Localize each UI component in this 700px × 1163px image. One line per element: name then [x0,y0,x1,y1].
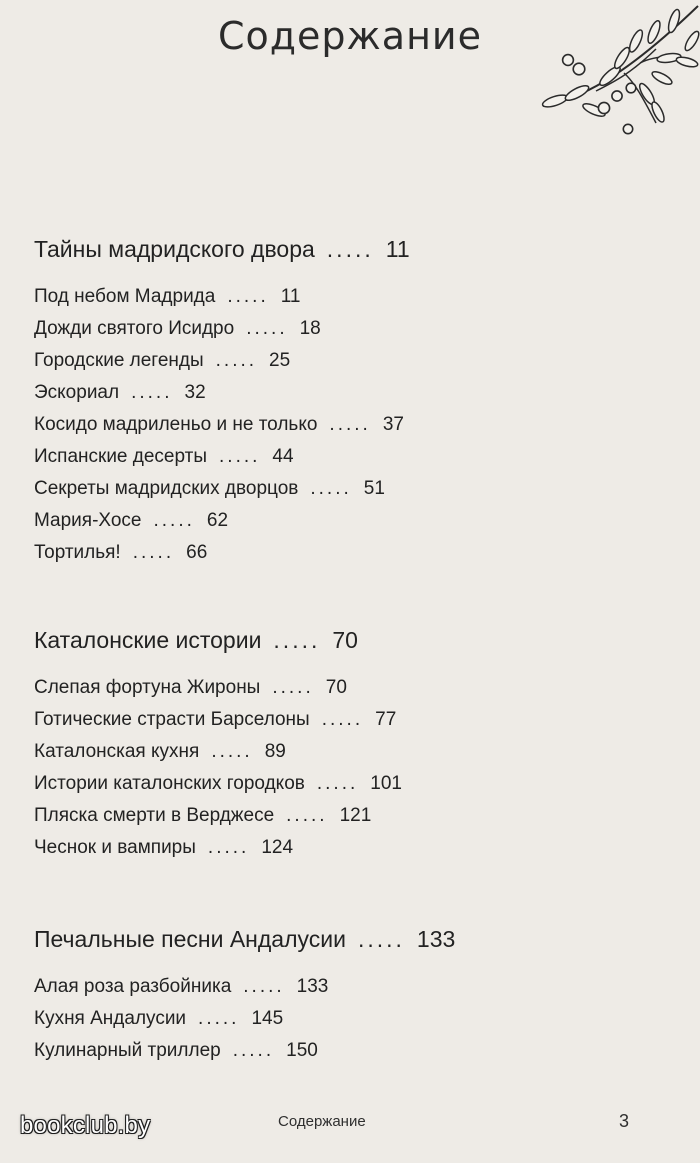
entry-page: 25 [269,350,291,371]
toc-entry [34,736,654,768]
toc-entry [34,505,654,537]
page-title: Содержание [218,14,482,58]
entry-leader: ..... [310,478,352,499]
entry-title: Алая роза разбойника [34,976,232,997]
footer-title: Содержание [278,1113,366,1130]
toc-section [34,235,654,569]
entry-title: Дожди святого Исидро [34,318,235,339]
entry-page: 18 [299,318,321,339]
toc-entry [34,832,654,864]
entry-leader: ..... [286,805,328,826]
entry-page: 121 [339,805,372,826]
toc-section [34,925,654,1067]
entry-page: 62 [206,510,229,531]
toc-entry [34,473,654,505]
toc-entry [34,345,654,377]
entry-leader: ..... [321,709,364,730]
entry-title: Кулинарный триллер [34,1040,221,1061]
toc-entry [34,313,654,345]
section-title: Каталонские истории [34,627,262,653]
entry-page: 150 [286,1040,318,1061]
entry-page: 32 [184,382,206,403]
entry-leader: ..... [272,677,314,698]
toc-entry [34,768,654,800]
entry-leader: ..... [215,350,258,371]
section-title: Печальные песни Андалусии [34,926,346,952]
toc-entry [34,409,654,441]
entry-leader: ..... [329,414,371,435]
entry-title: Чеснок и вампиры [34,837,196,858]
toc-section [34,626,654,864]
entry-leader: ..... [211,741,253,762]
section-leader: ..... [357,926,405,952]
section-page: 133 [416,926,456,952]
section-heading [34,235,654,263]
entry-leader: ..... [219,446,261,467]
entry-title: Под небом Мадрида [34,286,216,307]
entry-title: Готические страсти Барселоны [34,709,310,730]
entry-page: 145 [251,1008,284,1029]
toc-entry [34,800,654,832]
toc-entry [34,441,654,473]
entry-leader: ..... [132,542,175,563]
toc-entry [34,1035,654,1067]
entry-page: 70 [325,677,347,698]
entry-title: Испанские десерты [34,446,208,467]
entry-title: Кухня Андалусии [34,1008,187,1029]
section-heading [34,626,654,654]
section-leader: ..... [273,627,321,653]
entry-page: 51 [363,478,385,499]
entry-page: 66 [186,542,208,563]
toc-entry [34,971,654,1003]
page-number: 3 [619,1111,630,1131]
entry-title: Городские легенды [34,350,204,371]
watermark-text: bookclub.by [20,1112,151,1139]
entry-page: 124 [261,837,294,858]
section-page: 70 [332,627,358,653]
entry-title: Косидо мадриленьо и не только [34,414,318,435]
entry-page: 44 [272,446,294,467]
section-page: 11 [385,236,410,262]
entry-page: 77 [375,709,397,730]
entry-page: 89 [264,741,286,762]
entry-page: 37 [382,414,404,435]
entry-leader: ..... [232,1040,275,1061]
entry-leader: ..... [246,318,288,339]
entry-title: Секреты мадридских дворцов [34,478,299,499]
toc-entry [34,377,654,409]
section-title: Тайны мадридского двора [34,236,315,262]
entry-leader: ..... [198,1008,240,1029]
toc-entry [34,672,654,704]
entry-title: Мария-Хосе [34,510,142,531]
section-heading [34,925,654,953]
entry-leader: ..... [207,837,250,858]
entry-leader: ..... [316,773,359,794]
toc-entry [34,1003,654,1035]
entry-page: 133 [296,976,329,997]
entry-page: 11 [280,286,301,307]
entry-title: Эскориал [34,382,120,403]
entry-title: Каталонская кухня [34,741,200,762]
entry-leader: ..... [153,510,195,531]
entry-leader: ..... [243,976,285,997]
entry-title: Истории каталонских городков [34,773,305,794]
entry-title: Пляска смерти в Верджесе [34,805,275,826]
entry-leader: ..... [131,382,173,403]
entry-leader: ..... [227,286,269,307]
toc-entry [34,704,654,736]
toc-entry [34,281,654,313]
entry-title: Тортилья! [34,542,121,563]
toc-entry [34,537,654,569]
entry-page: 101 [370,773,402,794]
section-leader: ..... [326,236,374,262]
entry-title: Слепая фортуна Жироны [34,677,261,698]
